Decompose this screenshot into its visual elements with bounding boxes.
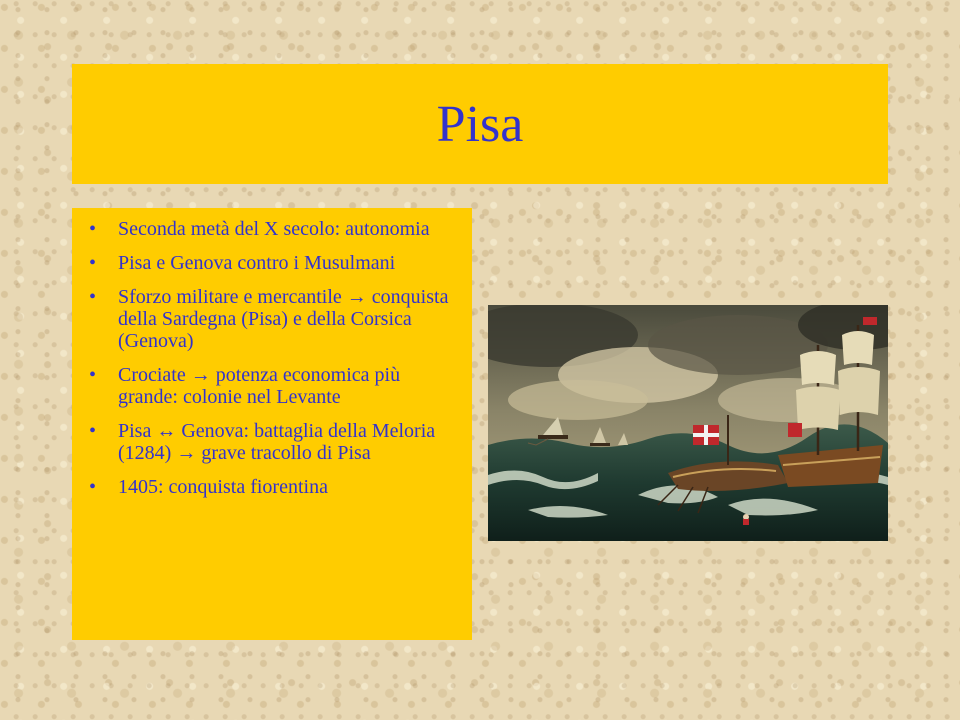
bullet-text: Seconda metà del X secolo: autonomia	[118, 218, 430, 240]
slide-title: Pisa	[436, 95, 524, 153]
bullet-marker: •	[89, 252, 97, 274]
bullet-item	[86, 476, 460, 498]
bullet-text: Pisa e Genova contro i Musulmani	[118, 252, 396, 274]
bullet-list	[86, 218, 460, 498]
bullet-item	[86, 252, 460, 274]
content-box	[72, 208, 472, 640]
bullet-marker: •	[89, 476, 97, 498]
naval-battle-painting	[488, 305, 888, 541]
bullet-marker: •	[89, 420, 97, 442]
bullet-text: Crociate → potenza economica più grande: colonie nel Levante	[118, 364, 401, 408]
bullet-item	[86, 420, 460, 464]
bullet-text: 1405: conquista fiorentina	[118, 476, 328, 498]
bullet-text: Sforzo militare e mercantile → conquista della Sardegna (Pisa) e della Corsica (Genova)	[118, 286, 449, 352]
bullet-marker: •	[89, 286, 97, 308]
bullet-marker: •	[89, 364, 97, 386]
bullet-text: Pisa ↔ Genova: battaglia della Meloria (1284) → grave tracollo di Pisa	[118, 420, 436, 464]
painting-artwork	[488, 305, 888, 541]
bullet-item	[86, 286, 460, 352]
title-box	[72, 64, 888, 184]
figures-in-water	[743, 514, 749, 525]
bullet-item	[86, 364, 460, 408]
bullet-item	[86, 218, 460, 240]
bullet-marker: •	[89, 218, 97, 240]
